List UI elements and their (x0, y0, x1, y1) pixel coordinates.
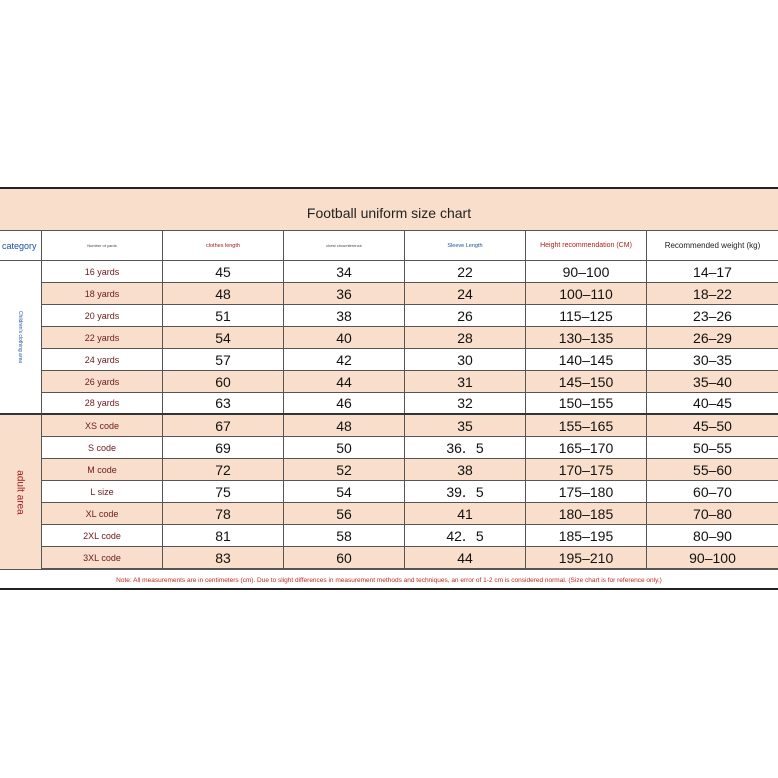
cell-sleeve: 44 (405, 547, 526, 568)
cell-size: 16 yards (42, 261, 163, 282)
cell-height: 175–180 (526, 481, 647, 502)
cell-height: 90–100 (526, 261, 647, 282)
cell-sleeve: 35 (405, 415, 526, 436)
table-row (0, 305, 778, 327)
note-text: Note: All measurements are in centimeters (cm). Due to slight differences in measurement methods and techniques, an error of 1-2 cm is considered normal. (Size chart is for reference only.) (116, 576, 662, 584)
cell-height: 185–195 (526, 525, 647, 546)
table-row (0, 283, 778, 305)
cell-sleeve: 41 (405, 503, 526, 524)
cell-height: 115–125 (526, 305, 647, 326)
cell-clothes-length: 48 (163, 283, 284, 304)
adult-group-label (0, 415, 42, 569)
cell-clothes-length: 67 (163, 415, 284, 436)
cell-size: XL code (42, 503, 163, 524)
table-row (0, 393, 778, 415)
cell-weight: 55–60 (647, 459, 778, 480)
cell-clothes-length: 75 (163, 481, 284, 502)
cell-clothes-length: 57 (163, 349, 284, 370)
table-row (0, 437, 778, 459)
table-row (0, 261, 778, 283)
cell-clothes-length: 72 (163, 459, 284, 480)
table-row (0, 525, 778, 547)
cell-clothes-length: 69 (163, 437, 284, 458)
table-body (0, 261, 778, 569)
cell-weight: 18–22 (647, 283, 778, 304)
cell-weight: 40–45 (693, 395, 732, 411)
children-group-label (0, 261, 42, 415)
cell-chest: 38 (284, 305, 405, 326)
cell-size: 3XL code (42, 547, 163, 568)
cell-size: S code (42, 437, 163, 458)
cell-weight: 70–80 (647, 503, 778, 524)
cell-weight: 26–29 (647, 327, 778, 348)
cell-sleeve: 31 (405, 371, 526, 392)
header-category: category (0, 231, 42, 260)
cell-clothes-length: 81 (163, 525, 284, 546)
cell-chest: 54 (284, 481, 405, 502)
cell-height: 140–145 (526, 349, 647, 370)
header-weight: Recommended weight (kg) (664, 241, 761, 250)
header-height: Height recommendation (CM) (526, 231, 647, 260)
cell-height: 170–175 (526, 459, 647, 480)
cell-clothes-length: 78 (163, 503, 284, 524)
table-row (0, 481, 778, 503)
cell-chest: 50 (284, 437, 405, 458)
table-row (0, 503, 778, 525)
cell-clothes-length: 63 (163, 393, 284, 413)
cell-chest: 56 (284, 503, 405, 524)
cell-size: M code (42, 459, 163, 480)
header-sleeve: Sleeve Length (405, 231, 526, 260)
cell-chest: 44 (284, 371, 405, 392)
cell-size: 20 yards (42, 305, 163, 326)
cell-size: 28 yards (42, 393, 163, 413)
cell-height: 165–170 (526, 437, 647, 458)
cell-weight: 50–55 (693, 439, 732, 456)
cell-chest: 52 (284, 459, 405, 480)
cell-height: 195–210 (526, 547, 647, 568)
adult-group-text: adult area (15, 469, 27, 515)
cell-size: XS code (42, 415, 163, 436)
header-chest: chest circumference (284, 231, 405, 260)
table-row (0, 459, 778, 481)
cell-chest: 42 (284, 349, 405, 370)
cell-height: 150–155 (526, 393, 647, 413)
cell-sleeve: 38 (405, 459, 526, 480)
cell-clothes-length: 45 (163, 261, 284, 282)
cell-size: 26 yards (42, 371, 163, 392)
cell-height: 130–135 (526, 327, 647, 348)
cell-sleeve: 36．5 (405, 437, 526, 458)
cell-chest: 58 (284, 525, 405, 546)
cell-sleeve: 42．5 (405, 525, 526, 546)
cell-sleeve: 39．5 (405, 481, 526, 502)
note-row (0, 569, 778, 590)
table-row (0, 415, 778, 437)
cell-size: L size (42, 481, 163, 502)
cell-height: 100–110 (526, 283, 647, 304)
cell-chest: 36 (284, 283, 405, 304)
cell-chest: 48 (284, 415, 405, 436)
header-clothes-length: clothes length (163, 231, 284, 260)
cell-chest: 34 (284, 261, 405, 282)
cell-size: 2XL code (42, 525, 163, 546)
cell-weight: 23–26 (693, 307, 732, 324)
cell-clothes-length: 54 (163, 327, 284, 348)
cell-weight: 35–40 (647, 371, 778, 392)
cell-sleeve: 30 (405, 349, 526, 370)
table-row (0, 349, 778, 371)
cell-weight: 30–35 (693, 351, 732, 368)
cell-weight: 60–70 (693, 483, 732, 500)
table-title: Football uniform size chart (306, 204, 472, 221)
header-size: Number of yards (42, 231, 163, 260)
cell-chest: 46 (284, 393, 405, 413)
size-chart-table (0, 187, 778, 590)
cell-height: 155–165 (526, 415, 647, 436)
cell-clothes-length: 51 (163, 305, 284, 326)
cell-sleeve: 32 (405, 393, 526, 413)
cell-weight: 45–50 (647, 415, 778, 436)
table-row (0, 547, 778, 569)
cell-size: 22 yards (42, 327, 163, 348)
table-row (0, 371, 778, 393)
cell-clothes-length: 60 (163, 371, 284, 392)
cell-chest: 40 (284, 327, 405, 348)
table-header-row (0, 231, 778, 261)
cell-clothes-length: 83 (163, 547, 284, 568)
table-row (0, 327, 778, 349)
cell-sleeve: 24 (405, 283, 526, 304)
cell-sleeve: 26 (405, 305, 526, 326)
table-title-row (0, 189, 778, 231)
cell-size: 18 yards (42, 283, 163, 304)
cell-height: 145–150 (526, 371, 647, 392)
cell-size: 24 yards (42, 349, 163, 370)
cell-sleeve: 28 (405, 327, 526, 348)
cell-weight: 80–90 (693, 527, 732, 544)
cell-sleeve: 22 (405, 261, 526, 282)
cell-chest: 60 (284, 547, 405, 568)
cell-weight: 14–17 (693, 263, 732, 280)
cell-height: 180–185 (526, 503, 647, 524)
cell-weight: 90–100 (647, 547, 778, 568)
children-group-text: Children's clothing area (17, 310, 24, 364)
